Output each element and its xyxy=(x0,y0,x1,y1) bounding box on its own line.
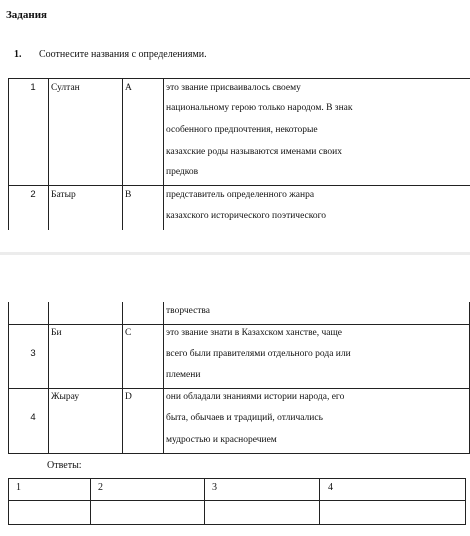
row-1-letter: А xyxy=(125,83,132,93)
row-1-definition-line-1: это звание присваивалось своему xyxy=(166,83,301,93)
row-4-definition-line-1: они обладали знаниями истории народа, его xyxy=(166,392,345,402)
row-4-definition-line-3: мудростью и красноречием xyxy=(166,435,277,445)
row-2-definition-line-1: представитель определенного жанра xyxy=(166,190,315,200)
row-2-number: 2 xyxy=(30,189,36,200)
task-instruction: Соотнесите названия с определениями. xyxy=(39,49,207,60)
task-number: 1. xyxy=(14,49,22,60)
row-2-definition-line-2: казахского исторического поэтического xyxy=(166,211,327,221)
answers-header-4: 4 xyxy=(328,482,333,493)
row-1-term: Султан xyxy=(51,83,80,93)
row-4-number: 4 xyxy=(30,412,36,423)
row-2-term: Батыр xyxy=(51,190,76,200)
row-4-letter: D xyxy=(125,392,132,402)
row-1-definition-line-2: национальному герою только народом. В знак xyxy=(166,103,353,113)
answers-header-2: 2 xyxy=(98,482,103,493)
row-3-letter: С xyxy=(125,328,132,338)
row-1-number: 1 xyxy=(30,82,36,93)
answers-label: Ответы: xyxy=(47,460,82,471)
page-break xyxy=(0,236,470,302)
row-3-definition-line-1: это звание знати в Казахском ханстве, чаще xyxy=(166,328,342,338)
row-2-letter: В xyxy=(125,190,132,200)
page-title: Задания xyxy=(6,9,47,21)
answer-cell-2[interactable] xyxy=(91,501,204,524)
row-4-definition-line-2: быта, обычаев и традиций, отличались xyxy=(166,413,323,423)
row-3-definition-line-3: племени xyxy=(166,370,201,380)
answers-header-1: 1 xyxy=(16,482,21,493)
row-1-definition-line-3: особенного предпочтения, некоторые xyxy=(166,125,318,135)
answer-cell-1[interactable] xyxy=(9,501,90,524)
row-1-definition-line-5: предков xyxy=(166,167,199,177)
row-2-definition-line-3: творчества xyxy=(166,306,211,316)
row-4-term: Жырау xyxy=(51,392,80,402)
row-3-number: 3 xyxy=(30,348,36,359)
row-3-term: Би xyxy=(51,328,62,338)
answer-cell-4[interactable] xyxy=(320,501,465,524)
row-3-definition-line-2: всего были правителями отдельного рода или xyxy=(166,349,351,359)
page-break-divider xyxy=(0,252,470,255)
answer-cell-3[interactable] xyxy=(205,501,319,524)
row-1-definition-line-4: казахские роды называются именами своих xyxy=(166,147,342,157)
answers-header-3: 3 xyxy=(212,482,217,493)
